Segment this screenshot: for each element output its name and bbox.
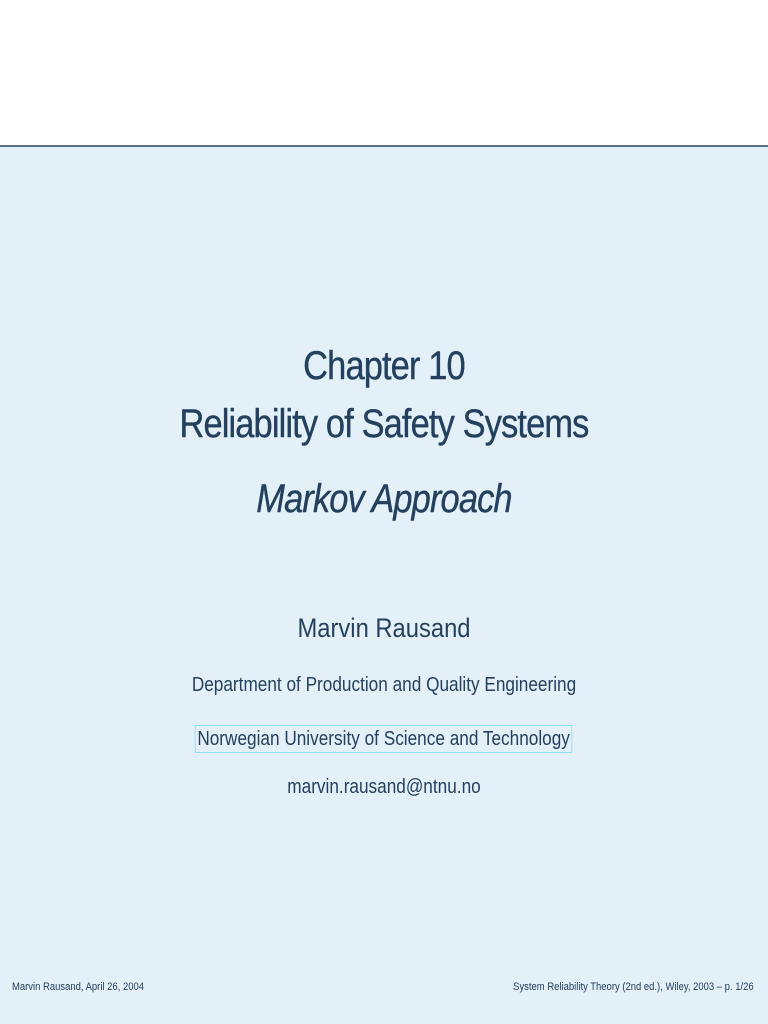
university-wrapper (0, 725, 768, 753)
slide-subtitle: Markov Approach (256, 477, 512, 521)
footer-page-info: System Reliability Theory (2nd ed.), Wiley, 2003 – p. 1/26 (513, 981, 754, 993)
title-line-topic: Reliability of Safety Systems (179, 402, 589, 446)
author-email: marvin.rausand@ntnu.no (287, 776, 481, 798)
university-link[interactable]: Norwegian University of Science and Technology (195, 725, 573, 753)
author-department: Department of Production and Quality Engineering (191, 674, 577, 696)
top-margin (0, 0, 768, 145)
author-name: Marvin Rausand (297, 613, 471, 643)
slide-title (0, 337, 768, 453)
title-line-chapter: Chapter 10 (303, 344, 465, 388)
footer-author-date: Marvin Rausand, April 26, 2004 (12, 981, 144, 993)
title-slide (0, 147, 768, 1024)
